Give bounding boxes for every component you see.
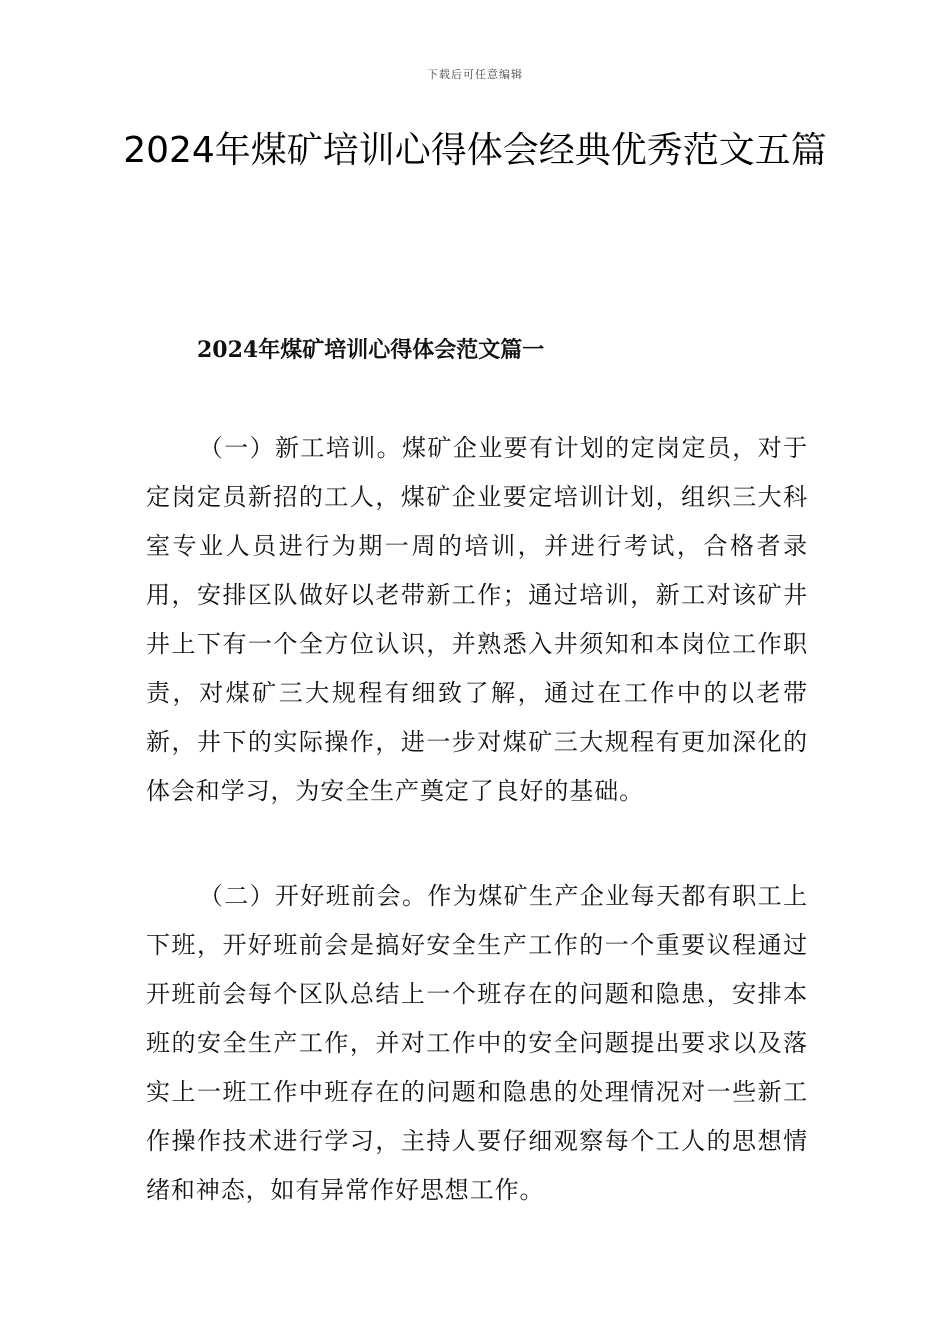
paragraph-1: （一）新工培训。煤矿企业要有计划的定岗定员，对于定岗定员新招的工人，煤矿企业要定培训计划，组织三大科室专业人员进行为期一周的培训，并进行考试，合格者录用，安排区队做好以老带新工作；通过培训，新工对该矿井井上下有一个全方位认识，并熟悉入井须知和本岗位工作职责，对煤矿三大规程有细致了解，通过在工作中的以老带新，井下的实际操作，进一步对煤矿三大规程有更加深化的体会和学习，为安全生产奠定了良好的基础。 [146, 434, 808, 805]
document-title: 2024年煤矿培训心得体会经典优秀范文五篇 [123, 130, 827, 171]
header-note: 下载后可任意编辑 [427, 68, 523, 81]
paragraph-2: （二）开好班前会。作为煤矿生产企业每天都有职工上下班，开好班前会是搞好安全生产工作的一个重要议程通过开班前会每个区队总结上一个班存在的问题和隐患，安排本班的安全生产工作，并对工作中的安全问题提出要求以及落实上一班工作中班存在的问题和隐患的处理情况对一些新工作操作技术进行学习，主持人要仔细观察每个工人的思想情绪和神态，如有异常作好思想工作。 [146, 882, 808, 1204]
section-heading: 2024年煤矿培训心得体会范文篇一 [197, 337, 545, 363]
